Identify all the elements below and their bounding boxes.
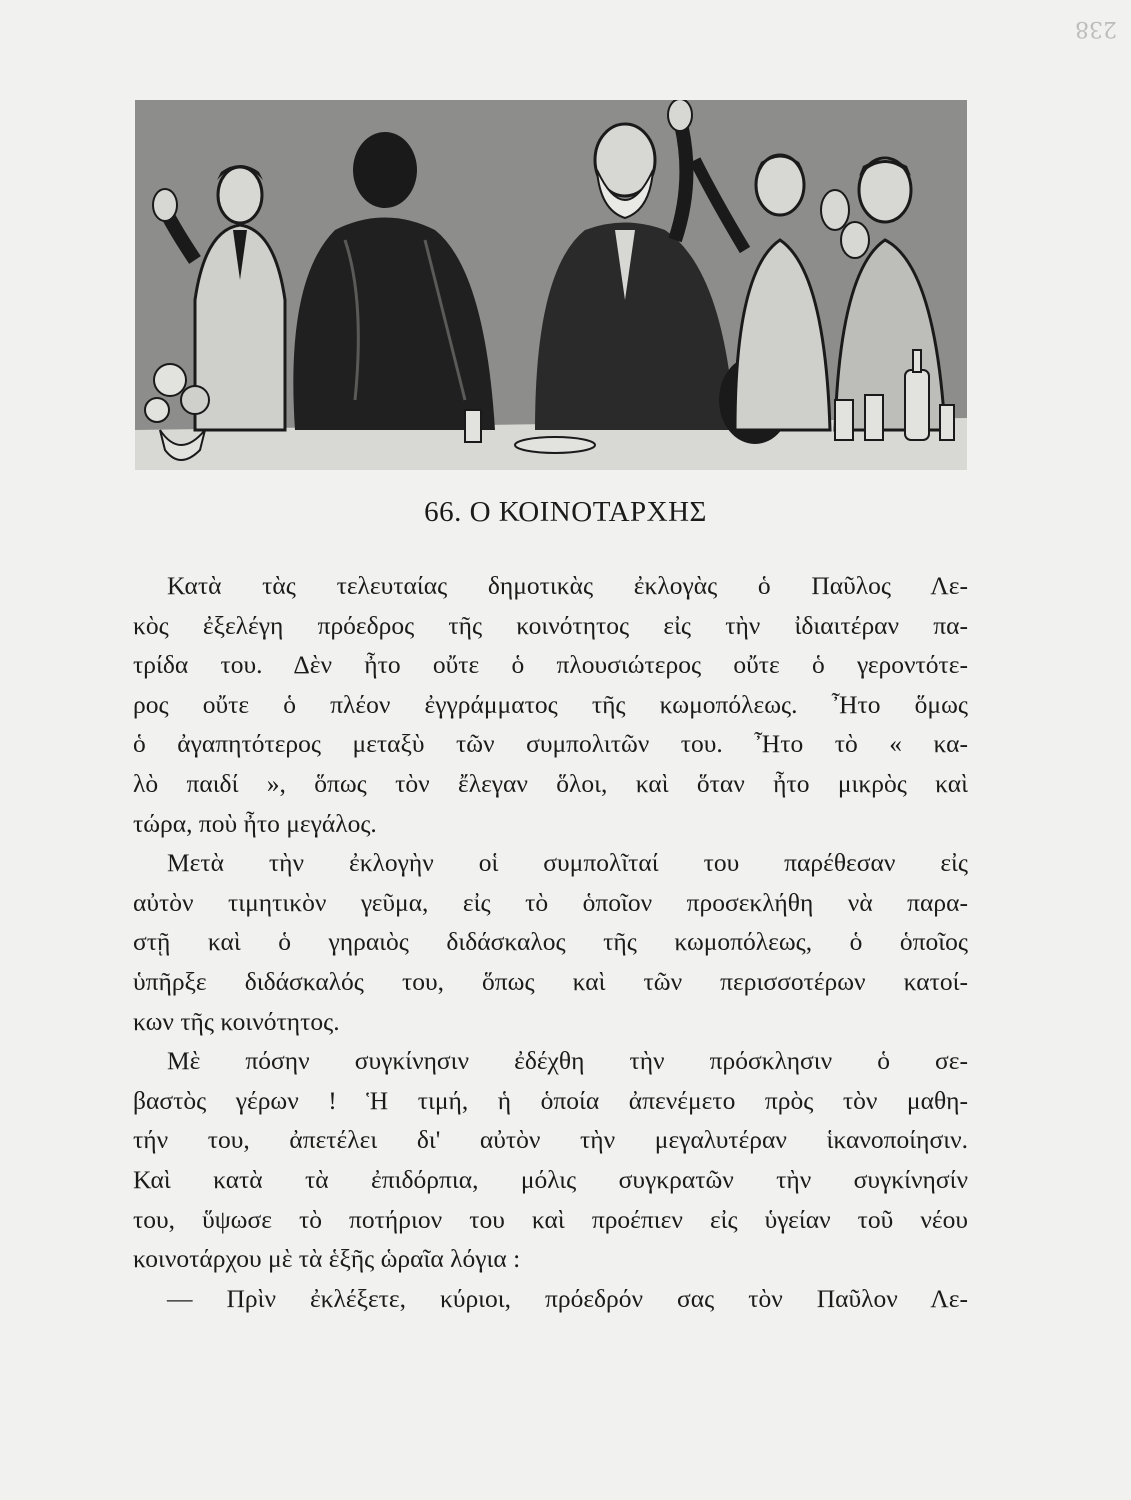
banquet-illustration [135,100,967,470]
text-line: κοινοτάρχου μὲ τὰ ἑξῆς ὡραῖα λόγια : [133,1244,521,1274]
text-line: Καὶ κατὰ τὰ ἐπιδόρπια, μόλις συγκρατῶν τὴν συγκίνησίν [133,1164,968,1194]
page-number: 238 [1075,16,1117,41]
text-line: Μὲ πόσην συγκίνησιν ἐδέχθη τὴν πρόσκλησιν ὁ σε- [167,1046,968,1076]
text-line: Μετὰ τὴν ἐκλογὴν οἱ συμπολῖταί του παρέθεσαν εἰς [167,848,968,878]
text-line: ρος οὔτε ὁ πλέον ἐγγράμματος τῆς κωμοπόλεως. Ἦτο ὅμως [133,689,968,719]
text-line: κὸς ἐξελέγη πρόεδρος τῆς κοινότητος εἰς τὴν ἰδιαιτέραν πα- [133,610,968,640]
text-line: βαστὸς γέρων ! Ἡ τιμή, ἡ ὁποία ἀπενέμετο πρὸς τὸν μαθη- [133,1085,968,1115]
text-line: ὑπῆρξε διδάσκαλός του, ὅπως καὶ τῶν περισσοτέρων κατοί- [133,966,968,996]
text-line: τρίδα του. Δὲν ἦτο οὔτε ὁ πλουσιώτερος οὔτε ὁ γεροντότε- [133,650,968,680]
text-line: — Πρὶν ἐκλέξετε, κύριοι, πρόεδρόν σας τὸν Παῦλον Λε- [167,1283,968,1313]
text-line: Κατὰ τὰς τελευταίας δημοτικὰς ἐκλογὰς ὁ Παῦλος Λε- [167,571,968,600]
text-line: τώρα, ποὺ ἦτο μεγάλος. [133,808,377,838]
text-line: του, ὕψωσε τὸ ποτήριον του καὶ προέπιεν εἰς ὑγείαν τοῦ νέου [133,1204,968,1234]
text-line: τήν του, ἀπετέλει δι' αὐτὸν τὴν μεγαλυτέραν ἱκανοποίησιν. [133,1125,968,1155]
chapter-title: 66. Ο ΚΟΙΝΟΤΑΡΧΗΣ [424,496,707,528]
text-line: αὐτὸν τιμητικὸν γεῦμα, εἰς τὸ ὁποῖον προσεκλήθη νὰ παρα- [133,887,968,917]
text-line: λὸ παιδί », ὅπως τὸν ἔλεγαν ὅλοι, καὶ ὅταν ἦτο μικρὸς καὶ [133,768,968,798]
text-line: ὁ ἀγαπητότερος μεταξὺ τῶν συμπολιτῶν του. Ἦτο τὸ « κα- [133,729,968,759]
text-line: στῇ καὶ ὁ γηραιὸς διδάσκαλος τῆς κωμοπόλεως, ὁ ὁποῖος [133,927,968,957]
illustration-drawing [135,100,967,470]
chapter-text [133,566,968,1318]
text-line: κων τῆς κοινότητος. [133,1006,340,1036]
